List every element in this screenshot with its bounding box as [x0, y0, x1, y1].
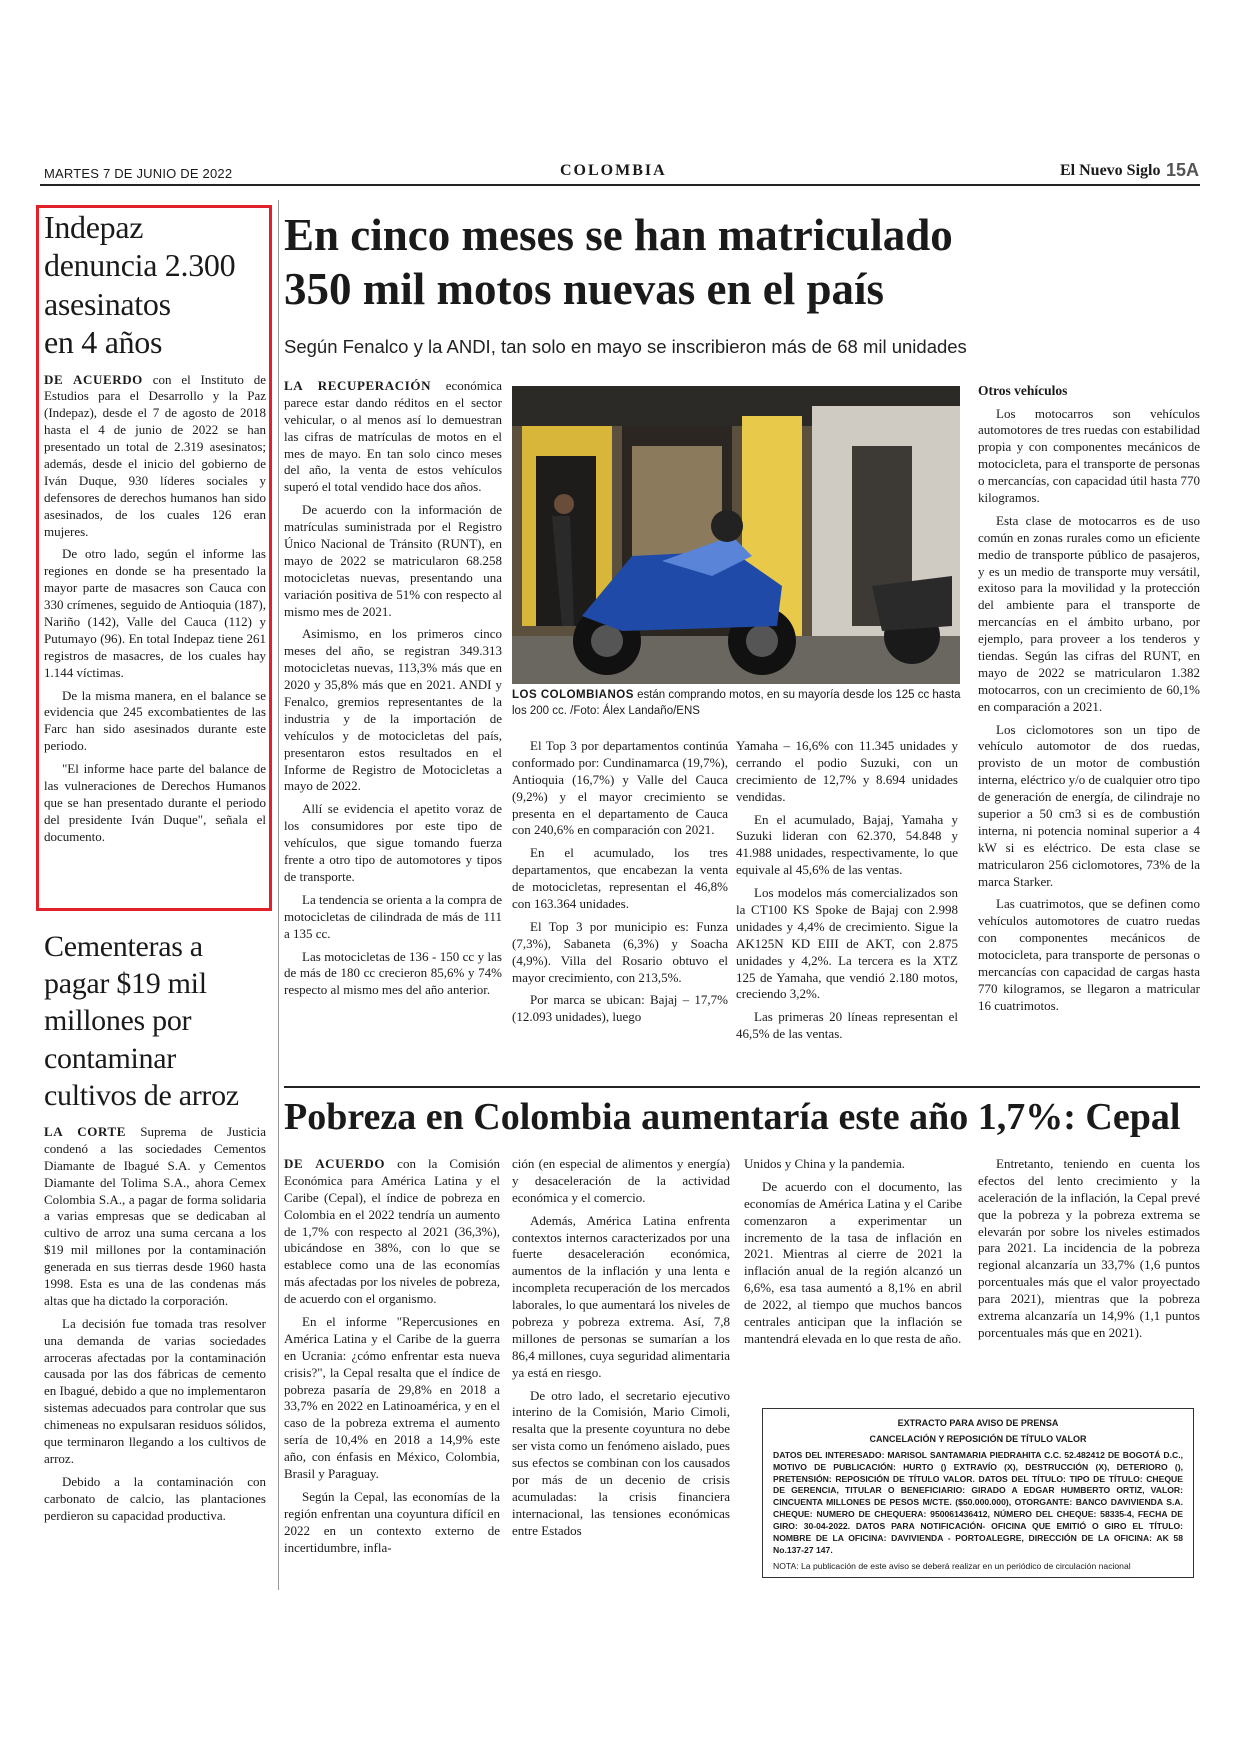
- paragraph: [44, 1124, 266, 1310]
- headline-line: en 4 años: [44, 324, 163, 361]
- lead-word: LA RECUPERACIÓN: [284, 378, 432, 393]
- main-subhead: Según Fenalco y la ANDI, tan solo en mayo se inscribieron más de 68 mil unidades: [284, 336, 967, 357]
- motorcycle-photo: [512, 386, 960, 684]
- second-column-4: [978, 1156, 1200, 1348]
- paragraph: La tendencia se orienta a la compra de motocicletas de cilindrada de más de 111 a 135 cc.: [284, 891, 502, 941]
- paragraph: Entretanto, teniendo en cuenta los efectos del lento crecimiento y la aceleración de la inflación, la Cepal prevé que la pobreza y la pobreza extrema se elevarán por sobre los niveles estimados para 2021. La incidencia de la pobreza regional alcanzaría un 33,7% (1,6 puntos porcentuales más que el valor proyectado para 2021), mientras que la pobreza extrema alcanzaría un 14,9% (1,1 puntos porcentuales más que en 2021).: [978, 1156, 1200, 1340]
- main-column-1: [284, 378, 502, 1005]
- paragraph-text: económica parece estar dando réditos en el sector vehicular, o al menos así lo demuestran las cifras de matrículas de motos en el mes de mayo. En tan solo cinco meses del año, la venta de estos vehículos superó el total vendido hace dos años.: [284, 378, 502, 495]
- second-column-3: [744, 1156, 962, 1354]
- paragraph: De otro lado, según el informe las regiones en donde se ha presentado la mayor parte de masacres son Cauca con 330 crímenes, seguido de Antioquia (187), Nariño (142), Valle del Cauca (112) y Putumayo (96). En total Indepaz tiene 261 registros de masacres, de los cuales hay 1.144 víctimas.: [44, 546, 266, 680]
- paragraph: [284, 1156, 500, 1308]
- second-headline: Pobreza en Colombia aumentaría este año 1,7%: Cepal: [284, 1096, 1181, 1138]
- paragraph: De otro lado, el secretario ejecutivo interino de la Comisión, Mario Cimoli, resalta que la presente coyuntura no debe ser vista como un fenómeno aislado, pues sus efectos se combinan con los causados por más de un decenio de crisis acumuladas: la crisis financiera internacional, las tensiones económicas entre Estados: [512, 1387, 730, 1538]
- paragraph: Debido a la contaminación con carbonato de calcio, las plantaciones perdieron su capacidad productiva.: [44, 1473, 266, 1523]
- headline-line: 350 mil motos nuevas en el país: [284, 264, 885, 314]
- paragraph: [284, 378, 502, 496]
- paragraph: Asimismo, en los primeros cinco meses del año, se registran 349.313 motocicletas nuevas, 113,3% más que en 2020 y 35,8% más que en 2021. ANDI y Fenalco, gremios representantes de la industria y de la importación de vehículos y de motocicletas del país, presentaron estos resultados en el Informe de Registro de Motocicletas a mayo de 2022.: [284, 626, 502, 794]
- sidebar-headline-cementeras: [44, 928, 266, 1114]
- column-divider: [278, 200, 279, 1590]
- main-column-3: [736, 738, 958, 1049]
- legal-notice-note: NOTA: La publicación de este aviso se deberá realizar en un periódico de circulación nacional: [773, 1560, 1131, 1571]
- main-column-2: [512, 738, 728, 1032]
- sidebar-headline-indepaz: [44, 208, 266, 362]
- paragraph: Esta clase de motocarros es de uso común en zonas rurales como un eficiente medio de transporte público de pasajeros, y es un medio de transporte muy versátil, exitoso para la movilidad y la protección del ambiente para el transporte de mercancías en el ámbito urbano, por ejemplo, para proveer a los tenderos y tiendas. Según las cifras del RUNT, en mayo de 2022 se matricularon 1.382 motocarros, con un crecimiento de 60,1% en comparación a 2021.: [978, 512, 1200, 714]
- headline-line: Indepaz: [44, 209, 144, 245]
- paragraph: De la misma manera, en el balance se evidencia que 245 excombatientes de las Farc han sido asesinados durante este periodo.: [44, 687, 266, 754]
- legal-notice-box: [762, 1408, 1194, 1578]
- main-headline-text: [284, 208, 1204, 316]
- newspaper-name: El Nuevo Siglo: [1060, 162, 1161, 179]
- headline-line: contaminar: [44, 1041, 176, 1075]
- caption-lead: LOS COLOMBIANOS: [512, 689, 634, 701]
- second-column-1: [284, 1156, 500, 1562]
- caption-text: están comprando motos, en su mayoría desde los 125 cc hasta los 200 cc. /Foto: Álex Landaño/ENS: [512, 689, 961, 717]
- photo-illustration: [512, 386, 960, 684]
- headline-line: pagar $19 mil: [44, 967, 207, 1001]
- photo-caption: [512, 688, 962, 719]
- paragraph: Yamaha – 16,6% con 11.345 unidades y cerrando el podio Suzuki, con un crecimiento de 12,7% y 8.694 unidades vendidas.: [736, 738, 958, 804]
- page-date: MARTES 7 DE JUNIO DE 2022: [44, 166, 233, 181]
- paragraph: Los modelos más comercializados son la CT100 KS Spoke de Bajaj con 2.998 unidades y 4,4% de crecimiento. Sigue la AK125N KD EIII de AKT, con 2.875 unidades y 4,2%. La tercera es la XTZ 125 de Yamaha, que vendió 2.180 motos, creciendo 3,2%.: [736, 885, 958, 1002]
- paragraph: Los ciclomotores son un tipo de vehículo automotor de dos ruedas, provisto de un motor de combustión interna, eléctrico y/o de cualquier otro tipo de generación de energía, de cilindraje no superior a 50 cm3 si es de combustión interna, ni potencia nominal superior a 4 kW si es eléctrico. De esta clase se matricularon 256 ciclomotores, 73% de la marca Starker.: [978, 721, 1200, 889]
- sidebar-body-indepaz: [44, 372, 266, 846]
- second-column-2: [512, 1156, 730, 1546]
- lead-word: LA CORTE: [44, 1123, 127, 1139]
- page-number: 15A: [1166, 160, 1200, 180]
- paragraph-text: Suprema de Justicia condenó a las sociedades Cementos Diamante de Ibagué S.A. y Cementos Diamante del Tolima S.A., ahora Cemex Colombia S.A., a pagar de forma solidaria a varias empresas que se dedicaban al cultivo de arroz una suma cercana a los $19 mil millones por la contaminación generada en sus tierras desde 1960 hasta 1998. Esta es una de las condenas más altas que ha dictado la corporación.: [44, 1123, 266, 1308]
- paragraph: ción (en especial de alimentos y energía) y desaceleración de la actividad económica y el comercio.: [512, 1156, 730, 1205]
- paragraph: Además, América Latina enfrenta contextos internos caracterizados por una fuerte desaceleración económica, aumentos de la inflación y una lenta e incompleta recuperación de los mercados laborales, lo que aumentará los niveles de pobreza y pobreza extrema. Así, 7,8 millones de personas se sumarían a los 86,4 millones, cuya seguridad alimentaria ya está en riesgo.: [512, 1212, 730, 1380]
- sidebar-story-indepaz: [44, 208, 266, 852]
- paragraph: Las primeras 20 líneas representan el 46,5% de las ventas.: [736, 1009, 958, 1042]
- paragraph: Las cuatrimotos, que se definen como vehículos automotores de cuatro ruedas con componentes mecánicos de motocicleta, para transporte de personas o mercancías con capacidad de cargas hasta 770 kilogramos, se llegaron a matricular 16 cuatrimotos.: [978, 896, 1200, 1013]
- paragraph: [44, 372, 266, 541]
- header-rule: [40, 184, 1200, 186]
- headline-line: millones por: [44, 1004, 192, 1038]
- legal-notice-title: EXTRACTO PARA AVISO DE PRENSA: [897, 1418, 1059, 1428]
- headline-line: asesinatos: [44, 285, 171, 322]
- lead-word: DE ACUERDO: [44, 371, 143, 387]
- story-divider: [284, 1086, 1200, 1088]
- headline-line: En cinco meses se han matriculado: [284, 210, 953, 260]
- paragraph: De acuerdo con la información de matrículas suministrada por el Registro Único Nacional de Tránsito (RUNT), en mayo de 2022 se matricularon 68.258 motocicletas nuevas, presentando una variación positiva de 51% con respecto al mismo mes de 2021.: [284, 502, 502, 619]
- main-headline: [284, 208, 1204, 316]
- paragraph-text: con el Instituto de Estudios para el Desarrollo y la Paz (Indepaz), desde el 7 de agosto de 2018 hasta el 4 de junio de 2022 se han presentado un total de 2.319 asesinatos; además, desde el inicio del gobierno de Iván Duque, 930 líderes sociales y defensores de derechos humanos han sido asesinados, de los cuales 126 eran mujeres.: [44, 371, 266, 539]
- paragraph: Los motocarros son vehículos automotores de tres ruedas con estabilidad propia y con componentes mecánicos de motocicleta, para el transporte de personas o mercancías, con capacidad útil hasta 770 kilogramos.: [978, 405, 1200, 505]
- paragraph: Allí se evidencia el apetito voraz de los consumidores por este tipo de vehículos, que sigue tomando fuerza frente a otro tipo de automotores y tipos de transporte.: [284, 801, 502, 884]
- lead-word: DE ACUERDO: [284, 1156, 386, 1171]
- paragraph: De acuerdo con el documento, las economías de América Latina y el Caribe comenzaron a experimentar un incremento de la tasa de inflación en 2021. Mientras al cierre de 2021 la inflación anual de la región alcanzó un 6,6%, esa tasa aumentó a 8,1% en abril de 2022, al tiempo que muchos bancos centrales anticipan que la inflación se mantendrá elevada en lo que resta de año.: [744, 1178, 962, 1346]
- paragraph-text: con la Comisión Económica para América Latina y el Caribe (Cepal), el índice de pobreza en Colombia en el 2022 tendría un aumento de 1,7% con respecto al 2021 (36,3%), ubicándose en 38%, con lo que se establece como una de las economías más afectadas por los niveles de pobreza, de acuerdo con el organismo.: [284, 1156, 500, 1307]
- paragraph: Unidos y China y la pandemia.: [744, 1156, 906, 1171]
- paragraph: En el acumulado, los tres departamentos, que encabezan la venta de motocicletas, representan el 46,8% con 163.364 unidades.: [512, 845, 728, 912]
- sidebar-body-cementeras: [44, 1124, 266, 1524]
- main-column-4: [978, 382, 1200, 1021]
- sidebar-story-cementeras: [44, 928, 266, 1530]
- paragraph: Por marca se ubican: Bajaj – 17,7% (12.093 unidades), luego: [512, 992, 728, 1025]
- headline-line: cultivos de arroz: [44, 1078, 239, 1112]
- paragraph: "El informe hace parte del balance de las vulneraciones de Derechos Humanos que se han presentado durante el periodo del presidente Iván Duque", señala el documento.: [44, 761, 266, 844]
- paragraph: El Top 3 por municipio es: Funza (7,3%), Sabaneta (6,3%) y Soacha (4,9%). Villa del Rosario obtuvo el mayor crecimiento, con 213,5%.: [512, 918, 728, 985]
- paragraph: En el informe "Repercusiones en América Latina y el Caribe de la guerra en Ucrania: ¿cómo enfrentar esta nueva crisis?", la Cepal resalta que el índice de pobreza pasaría de 29,8% en 2018 a 33,7% en 2022 en Latinoamérica, y en el caso de la pobreza extrema el aumento sería de 10,4% en 2018 a 14,9% este año, con énfasis en México, Colombia, Brasil y Paraguay.: [284, 1314, 500, 1482]
- paragraph: Según la Cepal, las economías de la región enfrentan una coyuntura difícil en 2022 en un contexto externo de incertidumbre, infla-: [284, 1488, 500, 1555]
- paragraph: El Top 3 por departamentos continúa conformado por: Cundinamarca (19,7%), Antioquia (16,7%) y Valle del Cauca (9,2%) y el mayor crecimiento se presenta en el departamento de Cauca con 240,6% en comparación con 2021.: [512, 738, 728, 838]
- paragraph: La decisión fue tomada tras resolver una demanda de varias sociedades arroceras afectadas por la contaminación causada por las dos fábricas de cemento en Ibagué, debido a que no implementaron sistemas adecuados para controlar que sus chimeneas no expulsaran residuos sólidos, que terminaron llegando a los cultivos de arroz.: [44, 1315, 267, 1466]
- legal-notice-body: DATOS DEL INTERESADO: MARISOL SANTAMARIA PIEDRAHITA C.C. 52.482412 DE BOGOTÁ D.C., MOTIVO DE PUBLICACIÓN: HURTO () EXTRAVÍO (X), DESTRUCCIÓN (X), DETERIORO (), PRETENSIÓN: REPOSICIÓN DE TÍTULO VALOR. DATOS DEL TÍTULO: TIPO DE TÍTULO: CHEQUE DE GERENCIA, TITULAR O BENEFICIARIO: GIRADO A EDGAR HUMBERTO ORTIZ, VALOR: CINCUENTA MILLONES DE PESOS M/CTE. ($50.000.000), OTORGANTE: BANCO DAVIVIENDA S.A. CHEQUE: NUMERO DE CHEQUERA: 950061436412, NÚMERO DEL CHEQUE: 58335-4, FECHA DE GIRO: 30-04-2022. DATOS PARA NOTIFICACIÓN- OFICINA QUE EMITIÓ O GIRO EL TÍTULO: NOMBRE DE LA OFICINA: DAVIVIENDA - PORTOALEGRE, DIRECCIÓN DE LA OFICINA: AK 58 No.137-27 147.: [773, 1449, 1183, 1555]
- headline-line: denuncia 2.300: [44, 247, 236, 284]
- headline-line: Cementeras a: [44, 930, 203, 963]
- section-title: COLOMBIA: [560, 162, 667, 179]
- legal-notice-subtitle: CANCELACIÓN Y REPOSICIÓN DE TÍTULO VALOR: [869, 1434, 1087, 1445]
- paragraph: En el acumulado, Bajaj, Yamaha y Suzuki lideran con 62.370, 54.848 y 41.988 unidades, respectivamente, lo que equivale al 45,6% de las ventas.: [736, 811, 958, 878]
- side-heading: Otros vehículos: [978, 383, 1068, 398]
- paragraph: Las motocicletas de 136 - 150 cc y las de más de 180 cc crecieron 85,6% y 74% respecto al mismo mes del año anterior.: [284, 948, 502, 998]
